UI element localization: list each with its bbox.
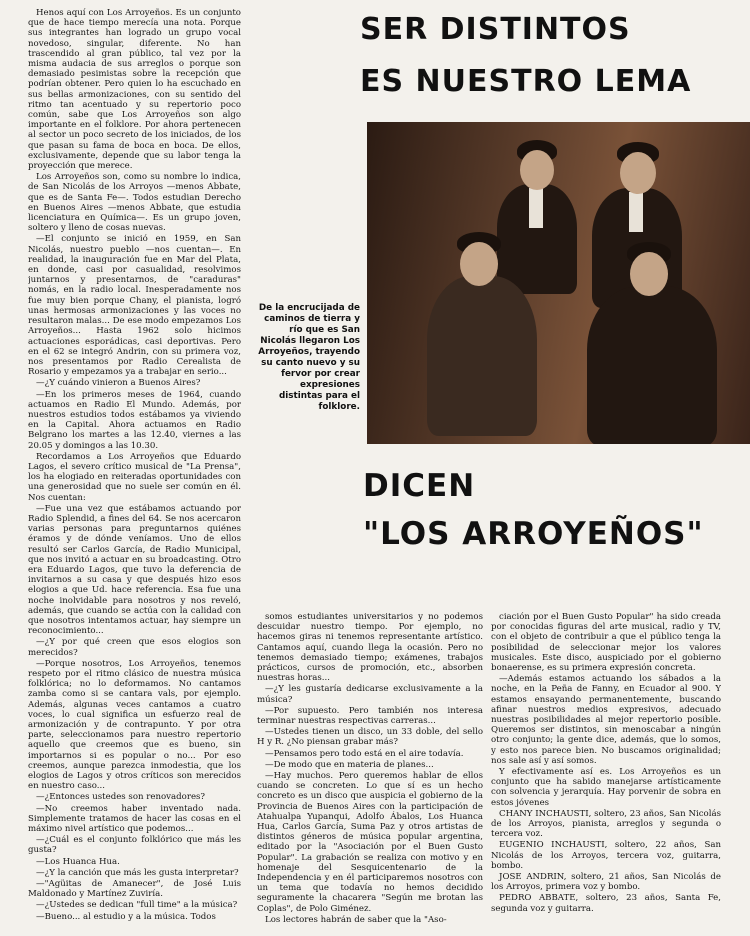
- article-paragraph: —¿Ustedes se dedican "full time" a la música?: [36, 900, 238, 911]
- article-paragraph: —¿Y por qué creen que esos elogios son merecidos?: [28, 637, 241, 658]
- article-paragraph: —En los primeros meses de 1964, cuando actuamos en Radio El Mundo. Además, por nuestros estudios todos estábamos ya viviendo en la Capital. Ahora actuamos en Radio Belgrano los martes a las 12.40, viernes a las 20.05 y domingos a las 10.30.: [28, 389, 241, 451]
- headline-line-4: "LOS ARROYEÑOS": [363, 516, 704, 552]
- article-paragraph: CHANY INCHAUSTI, soltero, 23 años, San Nicolás de los Arroyos, pianista, arreglos y segunda o tercera voz.: [491, 808, 721, 840]
- band-photo: [367, 122, 750, 444]
- headline-line-3: DICEN: [363, 468, 476, 504]
- article-column-right: [491, 612, 721, 930]
- article-paragraph: —¿Y cuándo vinieron a Buenos Aires?: [36, 378, 201, 389]
- article-paragraph: ciación por el Buen Gusto Popular" ha sido creada por conocidas figuras del arte musical, radio y TV, con el objeto de contribuir a que el público tenga la posibilidad de seleccionar mejor los valores musicales. Este disco, auspiciado por el gobierno bonaerense, es su primera expresión concreta.: [491, 612, 721, 674]
- article-paragraph: Los lectores habrán de saber que la "Aso-: [265, 914, 447, 925]
- article-paragraph: —¿Entonces ustedes son renovadores?: [36, 792, 206, 803]
- article-paragraph: —Por supuesto. Pero también nos interesa terminar nuestras respectivas carreras...: [257, 705, 483, 727]
- article-paragraph: —De modo que en materia de planes...: [265, 759, 434, 770]
- article-paragraph: —¿Cuál es el conjunto folklórico que más les gusta?: [28, 835, 241, 856]
- article-paragraph: PEDRO ABBATE, soltero, 23 años, Santa Fe, segunda voz y guitarra.: [491, 893, 721, 914]
- article-paragraph: EUGENIO INCHAUSTI, soltero, 22 años, San Nicolás de los Arroyos, tercera voz, guitarra, bombo.: [491, 840, 721, 871]
- article-paragraph: —Pensamos pero todo está en el aire todavía.: [265, 748, 464, 759]
- article-paragraph: JOSE ANDRIN, soltero, 21 años, San Nicolás de los Arroyos, primera voz y bombo.: [491, 872, 721, 893]
- headline-line-1: SER DISTINTOS: [360, 12, 631, 47]
- article-column-left: [28, 8, 241, 930]
- article-paragraph: —¿Y la canción que más les gusta interpretar?: [36, 867, 239, 878]
- article-paragraph: Y efectivamente así es. Los Arroyeños es un conjunto que ha sabido manejarse artísticamente con solvencia y jerarquía. Hay porvenir de sobra en estos jóvenes: [491, 767, 721, 808]
- article-paragraph: —Fue una vez que estábamos actuando por Radio Splendid, a fines del 64. Se nos acercaron varias personas para preguntarnos quiénes éramos y de dónde veníamos. Uno de ellos resultó ser Carlos García, de Radio Municipal, que nos invitó a actuar en su broadcasting. Otro era Eduardo Lagos, que tuvo la deferencia de invitarnos a su casa y que después hizo esos elogios a que Ud. hace referencia. Esa fue una noche inolvidable para nosotros y nos reveló, además, que cuando se actúa con la calidad con que nosotros intentamos actuar, hay siempre un reconocimiento...: [28, 503, 241, 637]
- article-paragraph: —Hay muchos. Pero queremos hablar de ellos cuando se concreten. Lo que sí es un hecho concreto es un disco que auspicia el gobierno de la Provincia de Buenos Aires con la participación de Atahualpa Yupanqui, Adolfo Ábalos, Los Huanca Hua, Carlos García, Suma Paz y otros artistas de distintos géneros de música popular argentina, editado por la "Asociación por el Buen Gusto Popular". La grabación se realiza con motivo y en homenaje del Sesquicentenario de la Independencia y en él participaremos nosotros con un tema que todavía no hemos decidido seguramente la chacarera "Según me brotan las Coplas", de Polo Giménez.: [257, 771, 483, 914]
- article-column-middle: [257, 612, 483, 930]
- article-paragraph: somos estudiantes universitarios y no podemos descuidar nuestro tiempo. Por ejemplo, no hacemos giras ni tenemos representante artístico. Cantamos aquí, cuando llega la ocasión. Pero no tenemos demasiado tiempo; exámenes, trabajos prácticos, cursos de promoción, etc., absorben nuestras horas...: [257, 612, 483, 684]
- article-paragraph: —Bueno... al estudio y a la música. Todos: [36, 911, 216, 922]
- article-paragraph: —Además estamos actuando los sábados a la noche, en la Peña de Fanny, en Ecuador al 900. Y estamos ensayando permanentemente, buscando afinar nuestros medios expresivos, adecuado nuestras posibilidades al mejor repertorio posible. Queremos ser distintos, sin menoscabar a ningún otro conjunto; la gente dice, además, que lo somos, y esto nos parece bien. No buscamos originalidad; nos sale así y así somos.: [491, 674, 721, 766]
- article-paragraph: —Porque nosotros, Los Arroyeños, tenemos respeto por el ritmo clásico de nuestra música folklórica; no lo deformamos. No cantamos zamba como si se cantara vals, por ejemplo. Además, algunas veces cantamos a cuatro voces, lo cual significa un esfuerzo real de armonización y de contrapunto. Y por otra parte, seleccionamos para nuestro repertorio aquello que creemos que es bueno, sin importarnos si es popular o no... Por eso creemos, aunque parezca inmodestia, que los elogios de Lagos y otros críticos son merecidos en nuestro caso...: [28, 658, 241, 792]
- headline-line-2: ES NUESTRO LEMA: [360, 64, 692, 99]
- article-paragraph: Los Arroyeños son, como su nombre lo indica, de San Nicolás de los Arroyos —menos Abbate, que es de Santa Fe—. Todos estudian Derecho en Buenos Aires —menos Abbate, que estudia licenciatura en Química—. Es un grupo joven, soltero y lleno de cosas nuevas.: [28, 172, 241, 234]
- article-paragraph: —El conjunto se inició en 1959, en San Nicolás, nuestro pueblo —nos cuentan—. En realidad, la inauguración fue en Mar del Plata, en donde, casi por casualidad, resolvimos juntarnos y presentarnos, de "caraduras" nomás, en la radio local. Inesperadamente nos fue muy bien porque Chany, el pianista, logró unas hermosas armonizaciones y las voces no resultaron malas... De ese modo empezamos Los Arroyeños... Hasta 1962 solo hicimos actuaciones esporádicas, casi deportivas. Pero en el 62 se integró Andrin, con su primera voz, nos presentamos por Radio Cerealista de Rosario y empezamos ya a trabajar en serio...: [28, 234, 241, 378]
- article-paragraph: —No creemos haber inventado nada. Simplemente tratamos de hacer las cosas en el máximo nivel artístico que podemos...: [28, 803, 241, 835]
- article-paragraph: —Ustedes tienen un disco, un 33 doble, del sello H y R. ¿No piensan grabar más?: [257, 727, 483, 748]
- article-paragraph: —Los Huanca Hua.: [36, 856, 120, 867]
- photo-caption: De la encrucijada de caminos de tierra y río que es San Nicolás llegaron Los Arroyeños, trayendo su canto nuevo y su fervor por crear expresiones distintas para el folklore.: [258, 303, 360, 412]
- article-paragraph: Henos aquí con Los Arroyeños. Es un conjunto que de hace tiempo merecía una nota. Porque sus integrantes han logrado un grupo vocal novedoso, singular, diferente. No han trascendido al gran público, tal vez por la misma audacia de sus arreglos o porque son demasiado pesimistas sobre la recepción que podrían obtener. Pero quien lo ha escuchado en sus bellas armonizaciones, con su sentido del ritmo tan acentuado y su repertorio poco común, sabe que Los Arroyeños son algo importante en el folklore. Por ahora pertenecen al sector un poco secreto de los iniciados, de los que pasan su fama de boca en boca. De ellos, exclusivamente, depende que su labor tenga la proyección que merece.: [28, 8, 241, 172]
- article-paragraph: Recordamos a Los Arroyeños que Eduardo Lagos, el severo crítico musical de "La Prensa", los ha elogiado en reiteradas oportunidades con una generosidad que no suele ser común en él. Nos cuentan:: [28, 451, 241, 503]
- article-paragraph: —"Agüitas de Amanecer", de José Luis Maldonado y Martínez Zuviría.: [28, 879, 241, 900]
- article-paragraph: —¿Y les gustaría dedicarse exclusivamente a la música?: [257, 684, 483, 705]
